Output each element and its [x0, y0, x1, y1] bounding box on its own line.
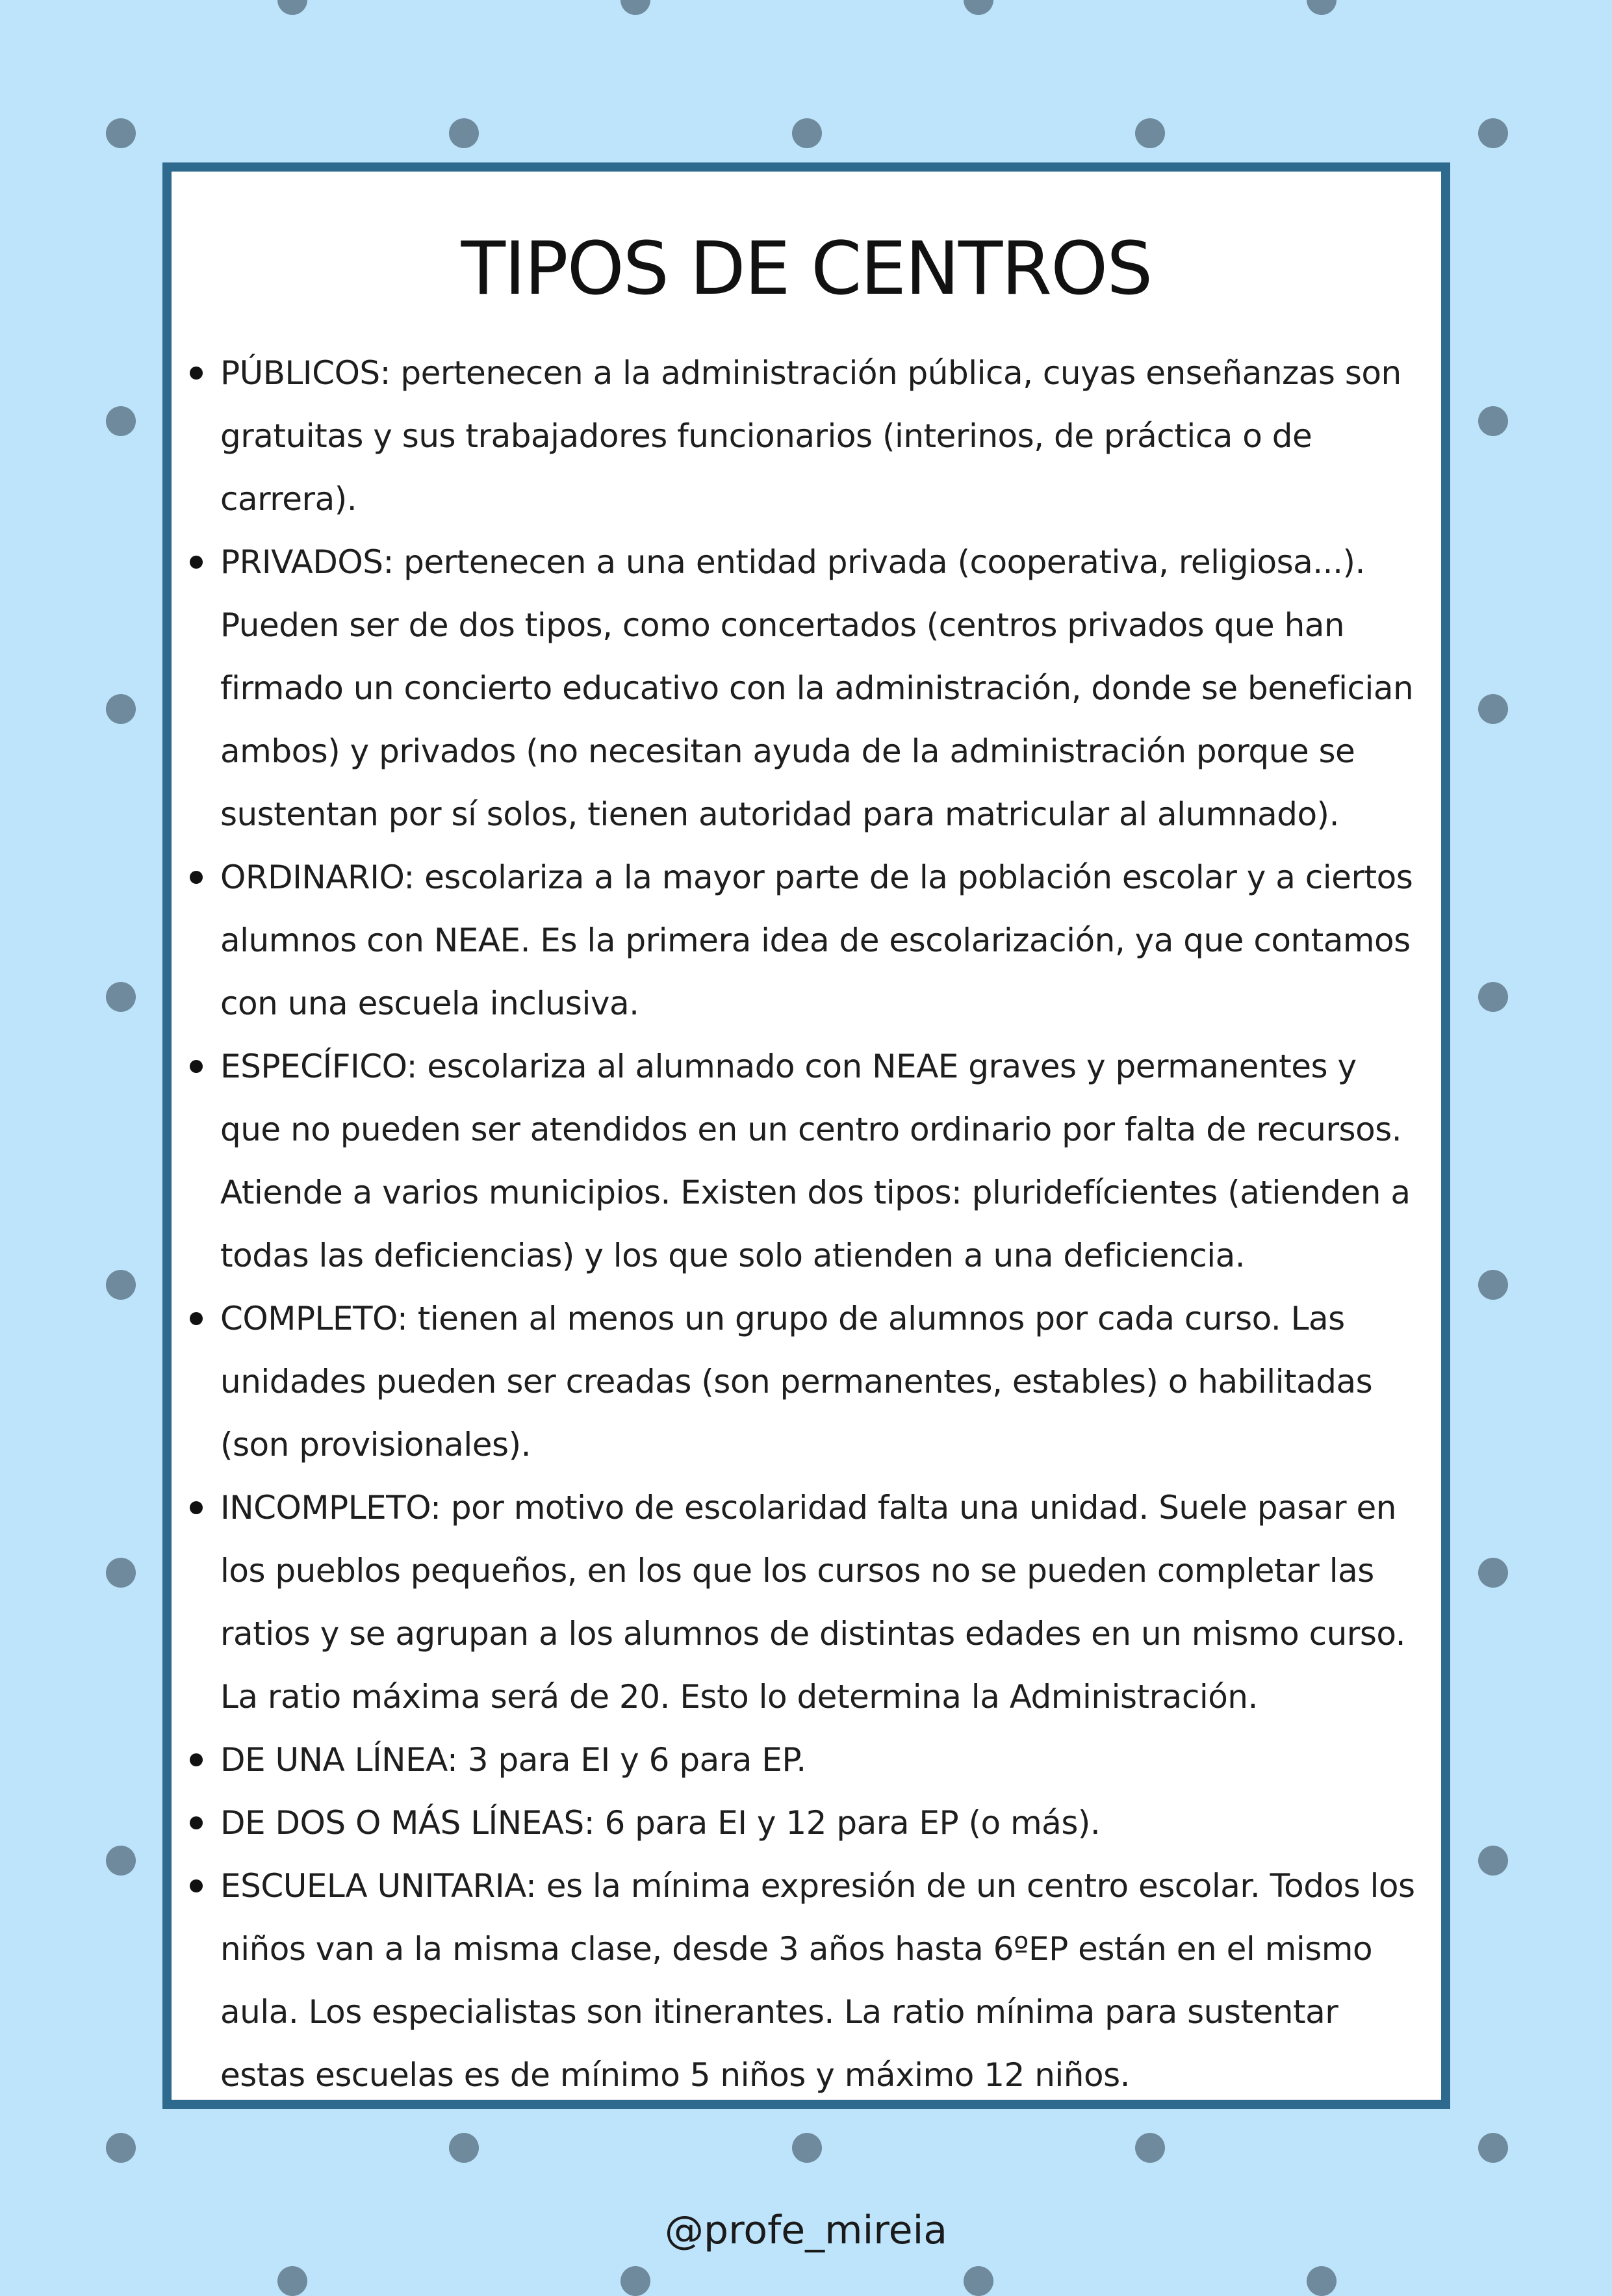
decorative-dot: [1307, 2266, 1337, 2296]
bullet-icon: [190, 1501, 203, 1514]
decorative-dot: [620, 2266, 650, 2296]
bullet-icon: [190, 871, 203, 884]
decorative-dot: [106, 1846, 136, 1876]
decorative-dot: [964, 0, 993, 15]
list-item: [172, 1287, 1441, 1477]
decorative-dot: [1478, 2133, 1508, 2163]
content-card: [162, 162, 1450, 2109]
bullet-icon: [190, 556, 203, 569]
list-item: [172, 846, 1441, 1035]
decorative-dot: [792, 118, 822, 148]
decorative-dot: [620, 0, 650, 15]
list-item-text: ESCUELA UNITARIA: es la mínima expresión de un centro escolar. Todos los niños van a la misma clase, desde 3 años hasta 6ºEP están en el mismo aula. Los especialistas son itinerantes. La ratio mínima para sustentar estas escuelas es de mínimo 5 niños y máximo 12 niños.: [220, 1867, 1415, 2094]
decorative-dot: [1478, 118, 1508, 148]
list-item: [172, 1729, 1441, 1792]
bullet-icon: [190, 1312, 203, 1325]
decorative-dot: [106, 2133, 136, 2163]
decorative-dot: [449, 2133, 479, 2163]
decorative-dot: [1478, 1270, 1508, 1300]
list-item-text: ESPECÍFICO: escolariza al alumnado con NEAE graves y permanentes y que no pueden ser atendidos en un centro ordinario por falta de recursos. Atiende a varios municipios. Existen dos tipos: pluridefícientes (atienden a todas las deficiencias) y los que solo atienden a una deficiencia.: [220, 1048, 1411, 1274]
bullet-icon: [190, 1060, 203, 1073]
decorative-dot: [106, 694, 136, 724]
list-item-text: PRIVADOS: pertenecen a una entidad privada (cooperativa, religiosa...). Pueden ser de dos tipos, como concertados (centros privados que han firmado un concierto educativo con la administración, donde se benefician ambos) y privados (no necesitan ayuda de la administración porque se sustentan por sí solos, tienen autoridad para matricular al alumnado).: [220, 543, 1414, 833]
decorative-dot: [792, 2133, 822, 2163]
list-item-text: DE UNA LÍNEA: 3 para EI y 6 para EP.: [220, 1741, 806, 1779]
decorative-dot: [1135, 2133, 1165, 2163]
decorative-dot: [1478, 406, 1508, 436]
author-handle: @profe_mireia: [665, 2208, 947, 2253]
decorative-dot: [106, 1270, 136, 1300]
page-title: TIPOS DE CENTROS: [461, 227, 1152, 311]
list-item: [172, 342, 1441, 531]
decorative-dot: [1478, 1846, 1508, 1876]
decorative-dot: [1478, 694, 1508, 724]
decorative-dot: [106, 118, 136, 148]
list-item-text: PÚBLICOS: pertenecen a la administración pública, cuyas enseñanzas son gratuitas y sus trabajadores funcionarios (interinos, de práctica o de carrera).: [220, 354, 1401, 518]
bullet-icon: [190, 367, 203, 380]
list-item-text: DE DOS O MÁS LÍNEAS: 6 para EI y 12 para EP (o más).: [220, 1804, 1101, 1842]
bullet-icon: [190, 1816, 203, 1829]
list-item: [172, 531, 1441, 846]
list-item: [172, 1035, 1441, 1287]
list-item: [172, 1477, 1441, 1729]
bullet-icon: [190, 1879, 203, 1892]
decorative-dot: [449, 118, 479, 148]
decorative-dot: [1478, 1558, 1508, 1588]
decorative-dot: [106, 1558, 136, 1588]
decorative-dot: [106, 406, 136, 436]
decorative-dot: [1135, 118, 1165, 148]
decorative-dot: [1478, 982, 1508, 1012]
decorative-dot: [106, 982, 136, 1012]
list-item-text: INCOMPLETO: por motivo de escolaridad falta una unidad. Suele pasar en los pueblos pequeños, en los que los cursos no se pueden completar las ratios y se agrupan a los alumnos de distintas edades en un mismo curso. La ratio máxima será de 20. Esto lo determina la Administración.: [220, 1489, 1405, 1716]
list-item: [172, 1855, 1441, 2107]
bullet-icon: [190, 1753, 203, 1766]
decorative-dot: [964, 2266, 993, 2296]
decorative-dot: [277, 0, 307, 15]
list-item-text: ORDINARIO: escolariza a la mayor parte de la población escolar y a ciertos alumnos con NEAE. Es la primera idea de escolarización, ya que contamos con una escuela inclusiva.: [220, 858, 1413, 1022]
decorative-dot: [1307, 0, 1337, 15]
list-item-text: COMPLETO: tienen al menos un grupo de alumnos por cada curso. Las unidades pueden ser creadas (son permanentes, estables) o habilitadas (son provisionales).: [220, 1300, 1373, 1464]
decorative-dot: [277, 2266, 307, 2296]
list-item: [172, 1792, 1441, 1855]
centers-list: [172, 342, 1441, 2107]
